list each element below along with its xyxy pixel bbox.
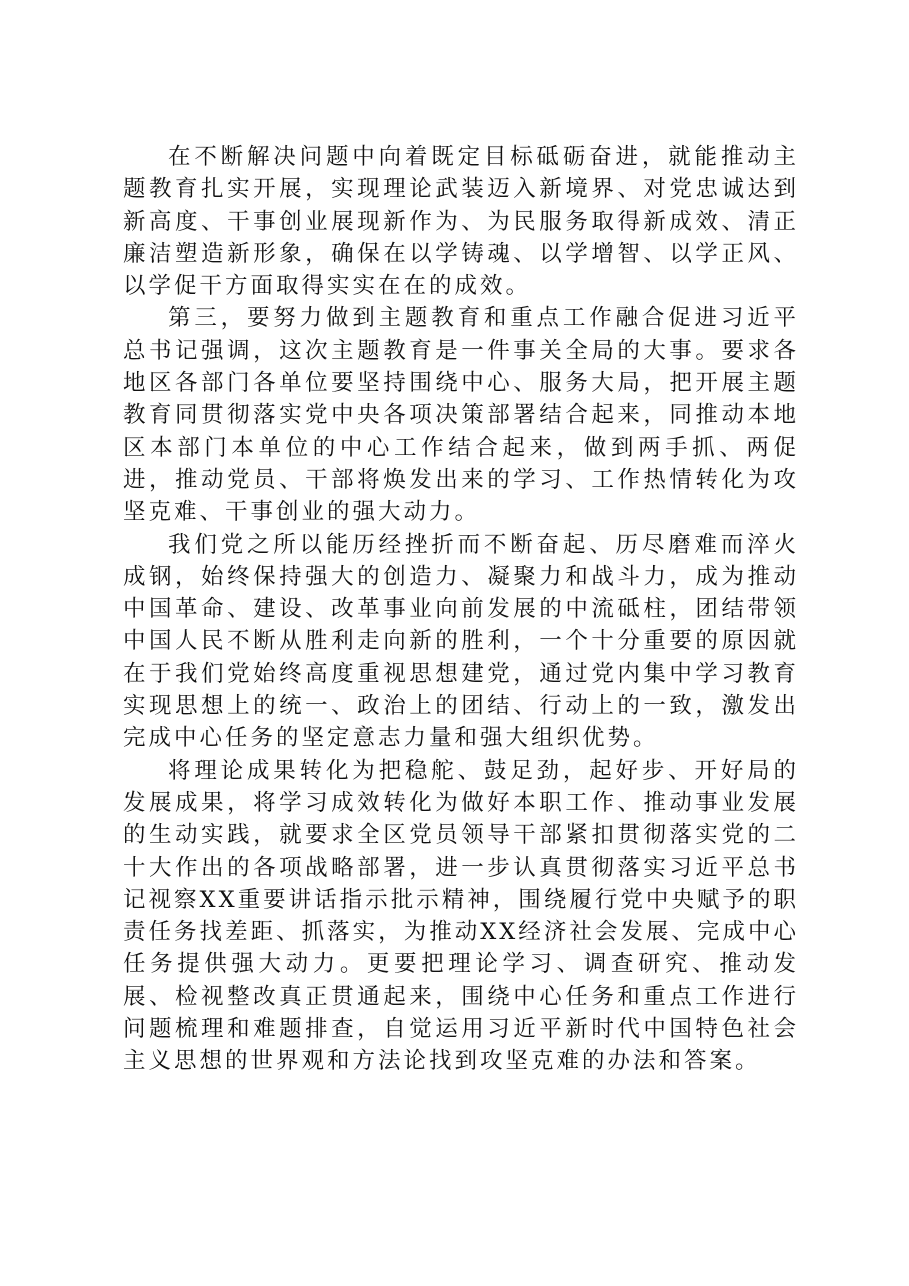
paragraph-1: 在不断解决问题中向着既定目标砥砺奋进，就能推动主题教育扎实开展，实现理论武装迈入新境界、对党忠诚达到新高度、干事创业展现新作为、为民服务取得新成效、清正廉洁塑造新形象，确保在以学铸魂、以学增智、以学正风、以学促干方面取得实实在在的成效。 bbox=[123, 144, 799, 300]
document-body bbox=[123, 141, 799, 1078]
paragraph-2: 第三，要努力做到主题教育和重点工作融合促进习近平总书记强调，这次主题教育是一件事关全局的大事。要求各地区各部门各单位要坚持围绕中心、服务大局，把开展主题教育同贯彻落实党中央各项决策部署结合起来，同推动本地区本部门本单位的中心工作结合起来，做到两手抓、两促进，推动党员、干部将焕发出来的学习、工作热情转化为攻坚克难、干事创业的强大动力。 bbox=[123, 305, 799, 526]
paragraph-4: 将理论成果转化为把稳舵、鼓足劲，起好步、开好局的发展成果，将学习成效转化为做好本职工作、推动事业发展的生动实践，就要求全区党员领导干部紧扣贯彻落实党的二十大作出的各项战略部署，进一步认真贯彻落实习近平总书记视察XX重要讲话指示批示精神，围绕履行党中央赋予的职责任务找差距、抓落实，为推动XX经济社会发展、完成中心任务提供强大动力。更要把理论学习、调查研究、推动发展、检视整改真正贯通起来，围绕中心任务和重点工作进行问题梳理和难题排查，自觉运用习近平新时代中国特色社会主义思想的世界观和方法论找到攻坚克难的办法和答案。 bbox=[123, 757, 799, 1075]
paragraph-3: 我们党之所以能历经挫折而不断奋起、历尽磨难而淬火成钢，始终保持强大的创造力、凝聚力和战斗力，成为推动中国革命、建设、改革事业向前发展的中流砥柱，团结带领中国人民不断从胜利走向新的胜利，一个十分重要的原因就在于我们党始终高度重视思想建党，通过党内集中学习教育实现思想上的统一、政治上的团结、行动上的一致，激发出完成中心任务的坚定意志力量和强大组织优势。 bbox=[123, 531, 799, 752]
